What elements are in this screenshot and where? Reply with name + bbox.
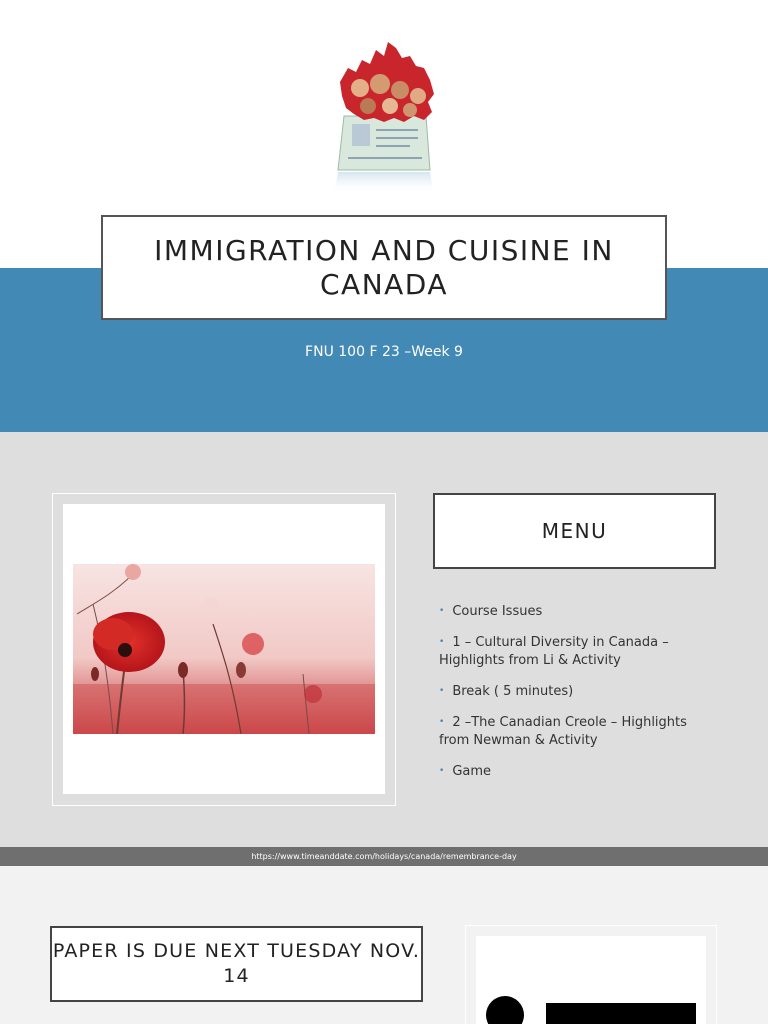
bullet-icon: •	[439, 766, 445, 776]
title-box	[101, 215, 667, 320]
qr-marker-icon	[486, 996, 524, 1024]
due-date-slide	[0, 866, 768, 1024]
photo-mat	[63, 504, 385, 794]
list-item: • Game	[439, 764, 492, 779]
due-notice-box	[50, 926, 423, 1002]
menu-slide	[0, 432, 768, 866]
list-item: • Course Issues	[439, 604, 543, 619]
qr-code-partial	[476, 936, 706, 1024]
menu-heading: MENU	[541, 519, 608, 543]
menu-list	[439, 602, 719, 793]
red-poppy-photo	[73, 564, 375, 734]
qr-block	[546, 1003, 696, 1024]
list-item: • 1 – Cultural Diversity in Canada – Highlights from Li & Activity	[439, 635, 669, 668]
bullet-icon: •	[439, 717, 445, 727]
canada-map-faces-passport-icon	[330, 38, 440, 194]
photo-frame	[52, 493, 396, 806]
presentation-title: IMMIGRATION AND CUISINE IN CANADA	[154, 233, 614, 301]
bullet-icon: •	[439, 606, 445, 616]
bullet-icon: •	[439, 686, 445, 696]
menu-heading-box	[433, 493, 716, 569]
bullet-icon: •	[439, 637, 445, 647]
presentation-subtitle: FNU 100 F 23 –Week 9	[305, 344, 463, 360]
due-notice: PAPER IS DUE NEXT TUESDAY NOV. 14	[52, 940, 421, 987]
qr-frame	[465, 925, 717, 1024]
list-item: • 2 –The Canadian Creole – Highlights from Newman & Activity	[439, 715, 687, 748]
title-slide	[0, 0, 768, 432]
list-item: • Break ( 5 minutes)	[439, 684, 574, 699]
source-link[interactable]: https://www.timeanddate.com/holidays/canada/remembrance-day	[0, 847, 768, 866]
